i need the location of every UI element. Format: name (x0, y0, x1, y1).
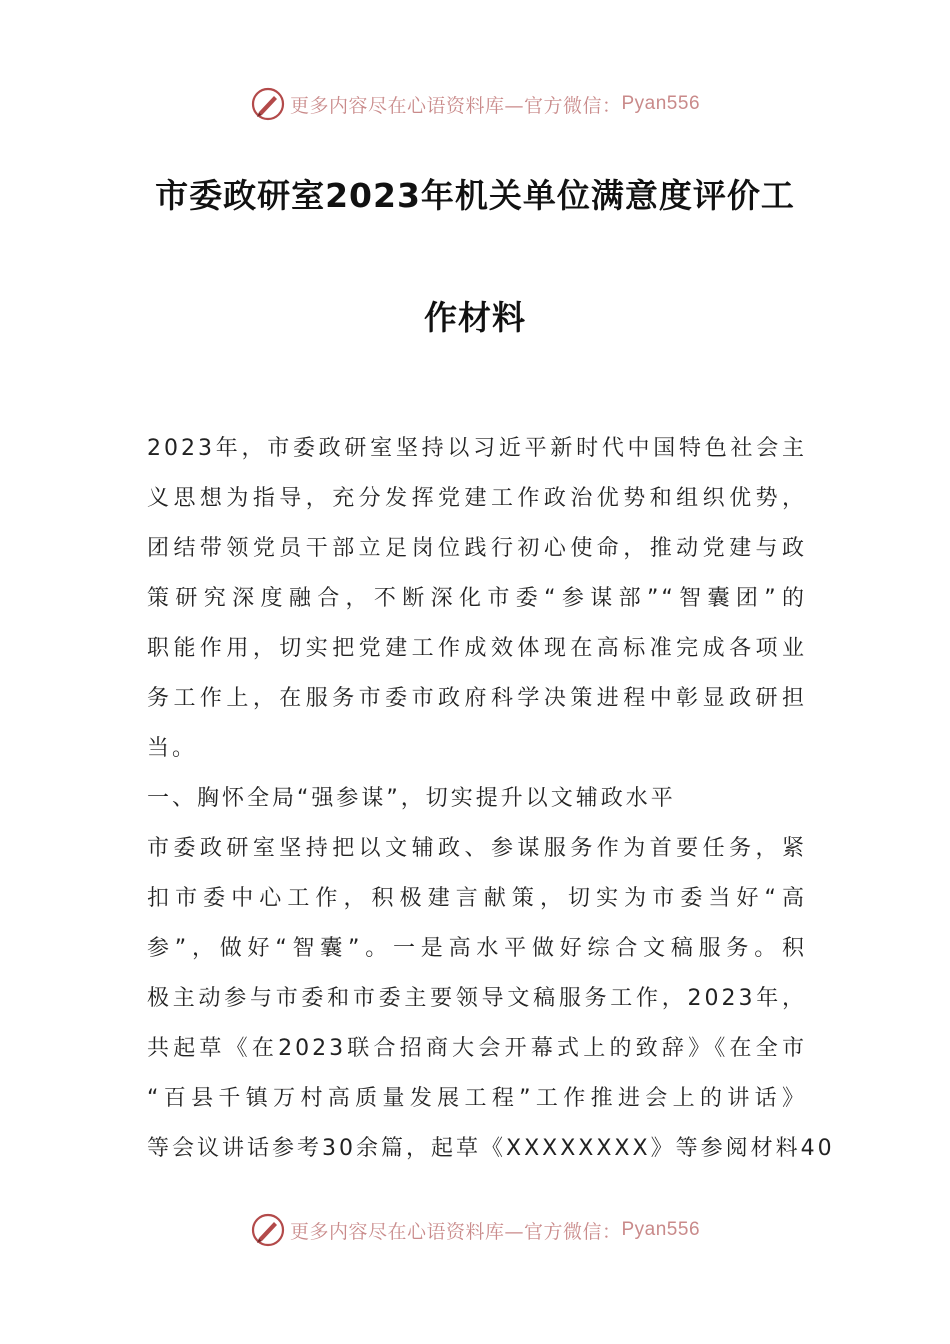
pen-logo-icon (250, 86, 286, 122)
body-line: 义思想为指导，充分发挥党建工作政治优势和组织优势， (147, 486, 807, 511)
pen-logo-icon (250, 1212, 286, 1248)
body-line: 务工作上，在服务市委市政府科学决策进程中彰显政研担 (147, 686, 807, 711)
document-title-line-1: 市委政研室2023年机关单位满意度评价工 (155, 176, 795, 215)
body-line: 扣市委中心工作，积极建言献策，切实为市委当好“高 (147, 886, 807, 911)
watermark-handle: Pyan556 (621, 93, 701, 114)
body-line: 策研究深度融合，不断深化市委“参谋部”“智囊团”的 (147, 586, 807, 611)
section-heading: 一、胸怀全局“强参谋”，切实提升以文辅政水平 (147, 786, 676, 811)
body-line: 极主动参与市委和市委主要领导文稿服务工作，2023年， (147, 986, 807, 1011)
header-watermark (0, 84, 950, 124)
watermark-handle: Pyan556 (621, 1219, 701, 1240)
document-title-line-2: 作材料 (424, 298, 526, 337)
body-line: “百县千镇万村高质量发展工程”工作推进会上的讲话》 (147, 1086, 807, 1111)
body-line: 共起草《在2023联合招商大会开幕式上的致辞》《在全市 (147, 1036, 807, 1061)
body-line: 等会议讲话参考30余篇，起草《XXXXXXXX》等参阅材料40 (147, 1136, 835, 1161)
watermark-text: 更多内容尽在心语资料库—官方微信： (289, 1220, 622, 1243)
body-line: 2023年，市委政研室坚持以习近平新时代中国特色社会主 (147, 436, 807, 461)
body-line: 当。 (147, 736, 198, 761)
body-line: 职能作用，切实把党建工作成效体现在高标准完成各项业 (147, 636, 807, 661)
watermark-text: 更多内容尽在心语资料库—官方微信： (289, 94, 622, 117)
body-line: 市委政研室坚持把以文辅政、参谋服务作为首要任务，紧 (147, 836, 807, 861)
body-line: 参”，做好“智囊”。一是高水平做好综合文稿服务。积 (147, 936, 807, 961)
document-body (147, 424, 835, 1174)
footer-watermark (0, 1210, 950, 1250)
body-line: 团结带领党员干部立足岗位践行初心使命，推动党建与政 (147, 536, 807, 561)
